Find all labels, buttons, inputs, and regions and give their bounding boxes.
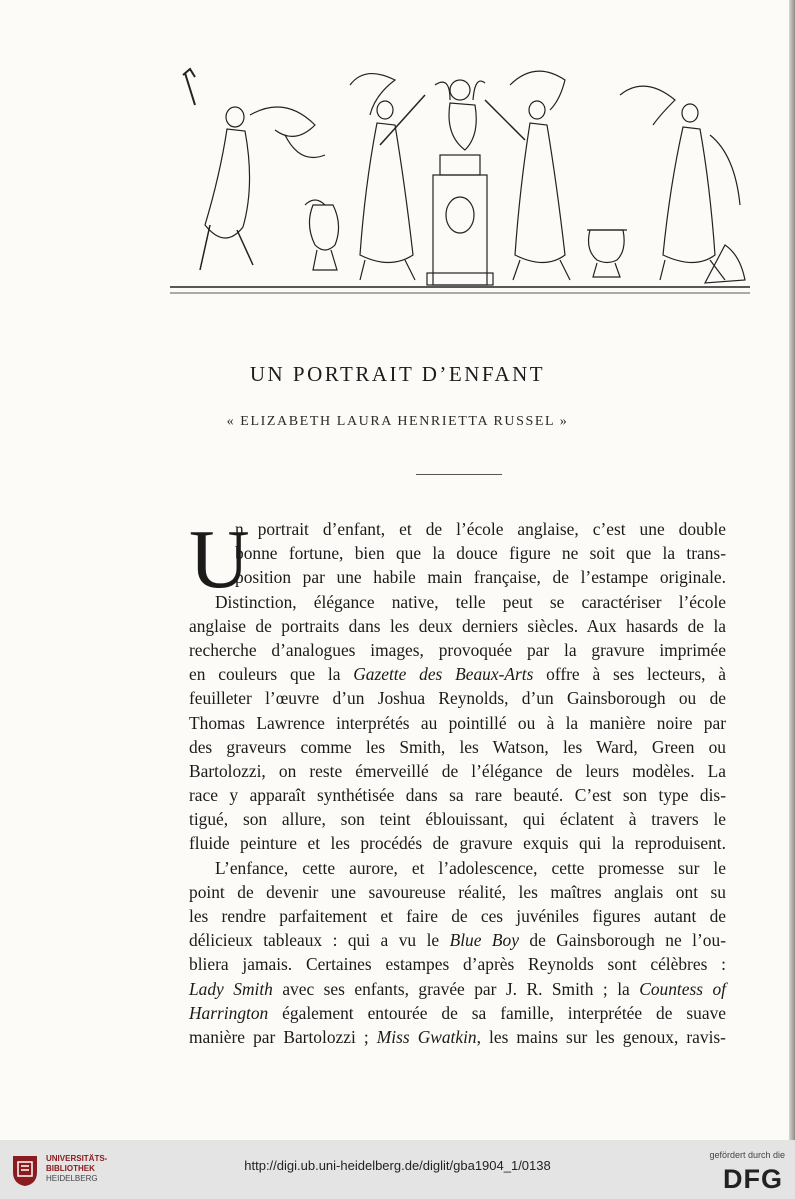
text-line: Thomas Lawrence interprétés au pointillé ou à la manière noire par	[189, 712, 726, 733]
italic-title: Lady Smith	[189, 978, 273, 999]
library-name-line: UNIVERSITÄTS-	[46, 1154, 108, 1163]
text-line: Distinction, élégance native, telle peut se caractériser l’école	[215, 591, 726, 612]
dfg-logo[interactable]: DFG	[723, 1164, 783, 1194]
italic-title: Gazette des Beaux-Arts	[353, 664, 534, 685]
text-line: feuilleter l’œuvre d’un Joshua Reynolds, d’un Gainsborough ou de	[189, 688, 726, 709]
text-line	[189, 928, 726, 952]
text-line: point de devenir une savoureuse réalité, les maîtres anglais ont su	[189, 881, 726, 902]
text-line: bonne fortune, bien que la douce figure ne soit que la trans-	[235, 543, 726, 564]
article-title: UN PORTRAIT D’ENFANT	[249, 362, 546, 386]
classical-frieze-illustration	[165, 55, 755, 300]
library-name-line: BIBLIOTHEK	[46, 1164, 95, 1173]
permalink-url[interactable]: http://digi.ub.uni-heidelberg.de/diglit/gba1904_1/0138	[244, 1158, 551, 1173]
text-line	[189, 662, 726, 686]
article-subtitle: « ELIZABETH LAURA HENRIETTA RUSSEL »	[226, 414, 569, 429]
text-line	[189, 1001, 726, 1025]
text-segment: , les mains sur les genoux, ravis-	[476, 1026, 726, 1047]
text-line: L’enfance, cette aurore, et l’adolescence, cette promesse sur le	[215, 857, 726, 878]
text-line: bliera jamais. Certaines estampes d’après Reynolds sont célèbres :	[189, 954, 726, 975]
page-edge-shadow	[789, 0, 795, 1140]
text-line	[189, 1025, 726, 1049]
text-line: recherche d’analogues images, provoquée par la gravure imprimée	[189, 639, 726, 660]
text-line: n portrait d’enfant, et de l’école anglaise, c’est une double	[235, 519, 726, 539]
text-line: race y apparaît synthétisée dans sa rare beauté. C’est son type dis-	[189, 785, 726, 806]
italic-title: Miss Gwatkin	[376, 1026, 477, 1047]
italic-title: Blue Boy	[449, 930, 519, 951]
text-line: fluide peinture et les procédés de gravure exquis qui la reproduisent.	[189, 833, 726, 854]
library-name-line: HEIDELBERG	[46, 1174, 98, 1183]
text-line: les rendre parfaitement et faire de ces juvéniles figures autant de	[189, 906, 726, 926]
drop-cap: U	[189, 513, 250, 606]
text-segment: en couleurs que la	[189, 664, 354, 685]
text-line: Bartolozzi, on reste émerveillé de l’élégance de leurs modèles. La	[189, 760, 726, 781]
funder-label: gefördert durch die	[709, 1150, 785, 1160]
italic-title: Countess of	[639, 978, 726, 999]
text-segment: de Gainsborough ne l’ou-	[518, 930, 726, 951]
article-body	[189, 513, 726, 1049]
title-divider	[416, 474, 502, 475]
text-segment: délicieux tableaux : qui a vu le	[189, 930, 450, 951]
text-line: position par une habile main française, de l’estampe originale.	[235, 567, 726, 588]
text-line: des graveurs comme les Smith, les Watson, les Ward, Green ou	[189, 736, 726, 757]
italic-title: Harrington	[189, 1002, 269, 1023]
text-segment: avec ses enfants, gravée par J. R. Smith ; la	[272, 978, 640, 999]
text-line: tigué, son allure, son teint éblouissant, qui éclatent à travers le	[189, 809, 726, 830]
text-segment: offre à ses lecteurs, à	[533, 664, 726, 685]
text-line	[189, 977, 726, 1001]
text-segment: manière par Bartolozzi ;	[189, 1026, 377, 1047]
text-line: anglaise de portraits dans les deux derniers siècles. Aux hasards de la	[189, 615, 726, 636]
text-segment: également entourée de sa famille, interprétée de suave	[268, 1002, 726, 1023]
